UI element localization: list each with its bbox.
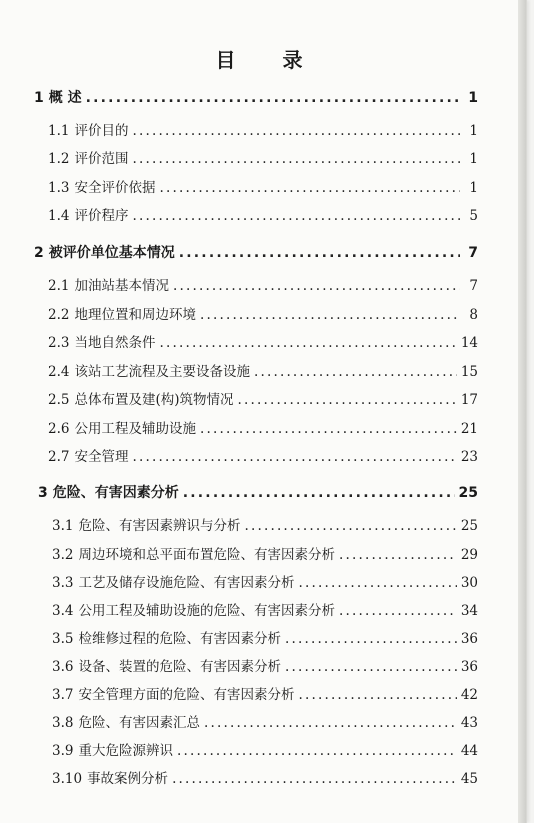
- toc-entry[interactable]: 1.4 评价程序 ..... 5: [48, 207, 478, 225]
- toc-entry[interactable]: 2 被评价单位基本情况 ..... 7: [34, 244, 478, 262]
- leader-dots: [172, 770, 457, 788]
- toc-entry[interactable]: 2.4 该站工艺流程及主要设备设施 ..... 15: [48, 363, 478, 381]
- leader-dots: [200, 306, 460, 324]
- leader-dots: [132, 207, 460, 225]
- toc-entry[interactable]: 2.5 总体布置及建(构)筑物情况 ..... 17: [48, 391, 478, 409]
- leader-dots: [339, 602, 457, 620]
- leader-dots: [179, 244, 460, 262]
- toc-entry[interactable]: 2.6 公用工程及辅助设施 ..... 21: [48, 420, 478, 438]
- toc-entry[interactable]: 3 危险、有害因素分析 ..... 25: [38, 484, 478, 502]
- leader-dots: [298, 574, 456, 592]
- toc-entry[interactable]: 2.1 加油站基本情况 ..... 7: [48, 277, 478, 295]
- leader-dots: [132, 448, 456, 466]
- toc-entry[interactable]: 1.2 评价范围 ..... 1: [48, 150, 478, 168]
- toc-entry[interactable]: 2.7 安全管理 ..... 23: [48, 448, 478, 466]
- leader-dots: [86, 89, 460, 107]
- toc-entry[interactable]: 3.1 危险、有害因素辨识与分析 ..... 25: [52, 517, 478, 535]
- toc-entry[interactable]: 3.7 安全管理方面的危险、有害因素分析 ..... 42: [52, 686, 478, 704]
- leader-dots: [173, 277, 460, 295]
- leader-dots: [132, 122, 460, 140]
- toc-entry[interactable]: 2.3 当地自然条件 ..... 14: [48, 334, 478, 352]
- toc-title: 目 录: [215, 48, 323, 72]
- leader-dots: [285, 630, 457, 648]
- toc-entry[interactable]: 3.5 检维修过程的危险、有害因素分析 ..... 36: [52, 630, 478, 648]
- leader-dots: [285, 658, 457, 676]
- leader-dots: [244, 517, 456, 535]
- toc-entry[interactable]: 3.3 工艺及储存设施危险、有害因素分析 ..... 30: [52, 574, 478, 592]
- leader-dots: [238, 391, 457, 409]
- leader-dots: [200, 420, 457, 438]
- leader-dots: [159, 334, 456, 352]
- toc-entry[interactable]: 3.6 设备、装置的危险、有害因素分析 ..... 36: [52, 658, 478, 676]
- leader-dots: [339, 546, 457, 564]
- page-edge: [518, 0, 526, 823]
- leader-dots: [298, 686, 456, 704]
- toc-entry[interactable]: 3.9 重大危险源辨识 ..... 44: [52, 742, 478, 760]
- leader-dots: [159, 179, 460, 197]
- toc-entry[interactable]: 1.1 评价目的 ..... 1: [48, 122, 478, 140]
- toc-entry[interactable]: 3.2 周边环境和总平面布置危险、有害因素分析 ..... 29: [52, 546, 478, 564]
- leader-dots: [132, 150, 460, 168]
- toc-entry[interactable]: 1.3 安全评价依据 ..... 1: [48, 179, 478, 197]
- toc-entry[interactable]: 3.10 事故案例分析 ..... 45: [52, 770, 478, 788]
- toc-entry[interactable]: 3.4 公用工程及辅助设施的危险、有害因素分析 ..... 34: [52, 602, 478, 620]
- leader-dots: [204, 714, 457, 732]
- toc-entry[interactable]: 3.8 危险、有害因素汇总 ..... 43: [52, 714, 478, 732]
- leader-dots: [177, 742, 457, 760]
- leader-dots: [254, 363, 457, 381]
- leader-dots: [183, 484, 455, 502]
- toc-entry[interactable]: 1 概 述 ..... 1: [34, 89, 478, 107]
- toc-entry[interactable]: 2.2 地理位置和周边环境 ..... 8: [48, 306, 478, 324]
